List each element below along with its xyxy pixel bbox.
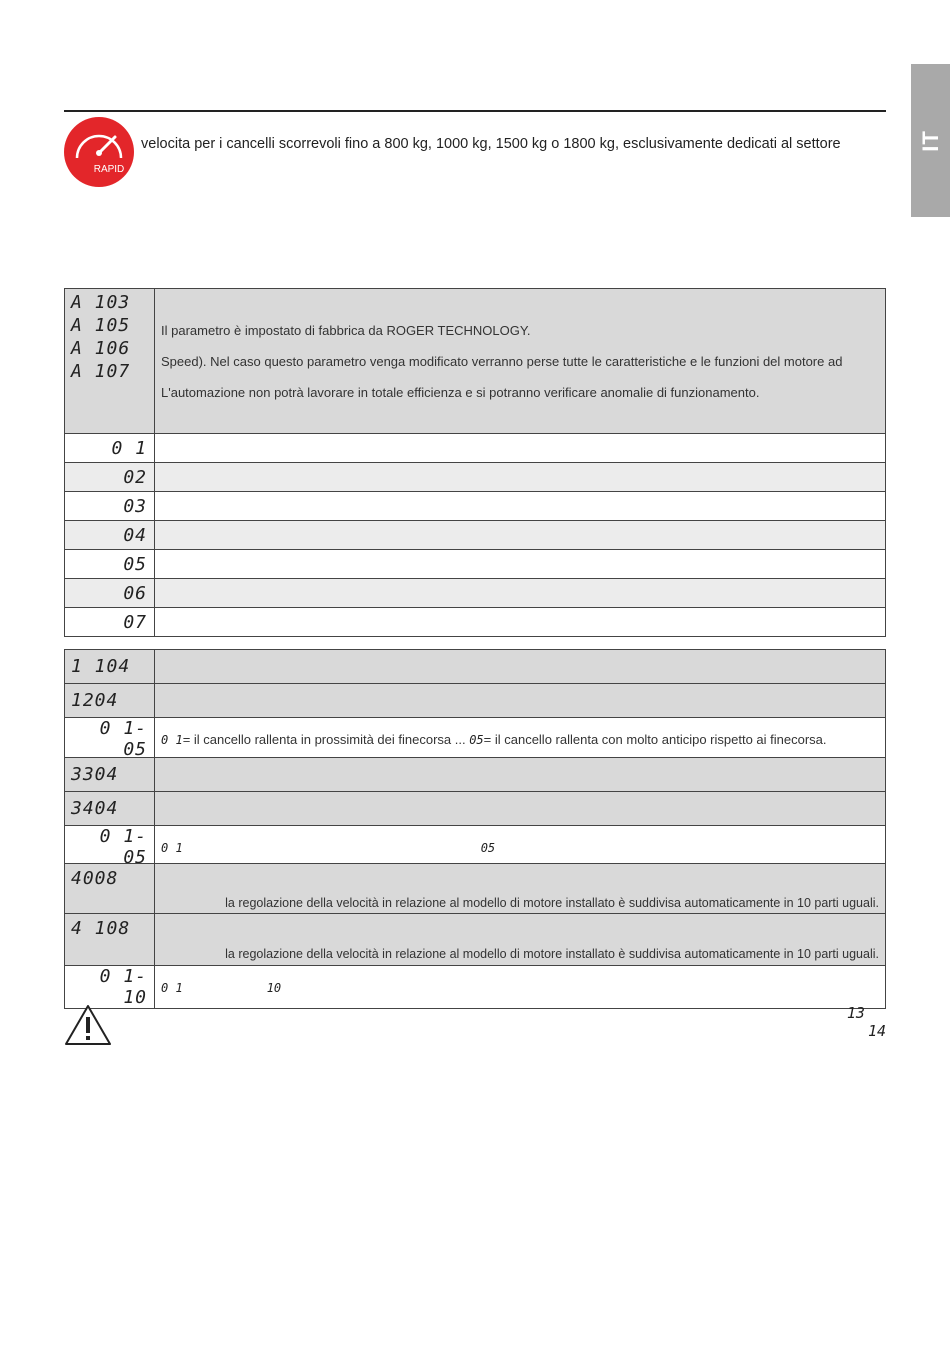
parameter-table-3304 [64, 757, 886, 869]
warning-icon [64, 1004, 112, 1046]
code-4108-desc [155, 914, 886, 966]
slowdown-range-desc [155, 718, 886, 761]
value-01: 0 1 [161, 732, 183, 747]
slowdown-early-text: = il cancello rallenta con molto anticipo rispetto ai finecorsa. [483, 731, 827, 747]
motor-codes-cell [65, 289, 155, 434]
parameter-table-speed [64, 863, 886, 1009]
code-a103: A 103 [71, 292, 131, 313]
badge-label: RAPID [93, 164, 125, 175]
value-10: 10 [266, 980, 282, 995]
intro-text: velocita per i cancelli scorrevoli fino a 800 kg, 1000 kg, 1500 kg o 1800 kg, esclusivamente dedicati al settore [141, 136, 841, 152]
code-4008: 4008 [65, 864, 155, 914]
motor-desc-line-1: Il parametro è impostato di fabbrica da ROGER TECHNOLOGY. [161, 322, 531, 338]
rapid-speedometer-icon [63, 116, 135, 188]
page-ref-13: 13 [846, 1004, 865, 1022]
option-desc [155, 463, 886, 492]
code-4108-text: la regolazione della velocità in relazione al modello di motore installato è suddivisa automaticamente in 10 parti uguali. [225, 947, 879, 961]
code-a106: A 106 [71, 338, 131, 359]
option-code: 06 [65, 579, 155, 608]
option-desc [155, 608, 886, 637]
top-rule [64, 110, 886, 112]
range-01-05: 0 1- 05 [65, 718, 155, 761]
code-a107: A 107 [71, 361, 131, 382]
language-tab[interactable] [911, 64, 950, 217]
value-01: 0 1 [161, 840, 183, 855]
value-01: 0 1 [161, 980, 183, 995]
code-1104-desc [155, 650, 886, 684]
code-4008-desc [155, 864, 886, 914]
range-01-10: 0 1- 10 [65, 966, 155, 1009]
page-references [820, 1004, 886, 1040]
code-3404-desc [155, 792, 886, 826]
parameter-table-slowdown [64, 649, 886, 761]
code-1204-desc [155, 684, 886, 718]
code-3304-desc [155, 758, 886, 792]
option-code: 04 [65, 521, 155, 550]
code-a105: A 105 [71, 315, 131, 336]
option-desc [155, 492, 886, 521]
code-1204: 1204 [65, 684, 155, 718]
code-4008-text: la regolazione della velocità in relazione al modello di motore installato è suddivisa automaticamente in 10 parti uguali. [225, 896, 879, 910]
option-code: 07 [65, 608, 155, 637]
option-desc [155, 579, 886, 608]
motor-desc-line-3: L'automazione non potrà lavorare in totale efficienza e si potranno verificare anomalie di funzionamento. [161, 384, 760, 400]
code-4108: 4 108 [65, 914, 155, 966]
slowdown-near-text: = il cancello rallenta in prossimità dei finecorsa ... [182, 731, 470, 747]
option-code: 05 [65, 550, 155, 579]
option-desc [155, 434, 886, 463]
motor-desc-line-2: Speed). Nel caso questo parametro venga modificato verranno perse tutte le caratteristiche e le funzioni del motore ad [161, 353, 843, 369]
parameter-table-motor [64, 288, 886, 637]
range-desc-speed [155, 966, 886, 1009]
option-code: 02 [65, 463, 155, 492]
option-desc [155, 521, 886, 550]
code-3404: 3404 [65, 792, 155, 826]
value-05: 05 [469, 732, 484, 747]
range-01-05: 0 1- 05 [65, 826, 155, 869]
page-ref-14: 14 [867, 1022, 886, 1040]
motor-description [155, 289, 886, 434]
option-code: 03 [65, 492, 155, 521]
code-3304: 3304 [65, 758, 155, 792]
option-desc [155, 550, 886, 579]
value-05: 05 [480, 840, 496, 855]
option-code: 0 1 [65, 434, 155, 463]
language-tab-label: IT [917, 129, 943, 152]
code-1104: 1 104 [65, 650, 155, 684]
